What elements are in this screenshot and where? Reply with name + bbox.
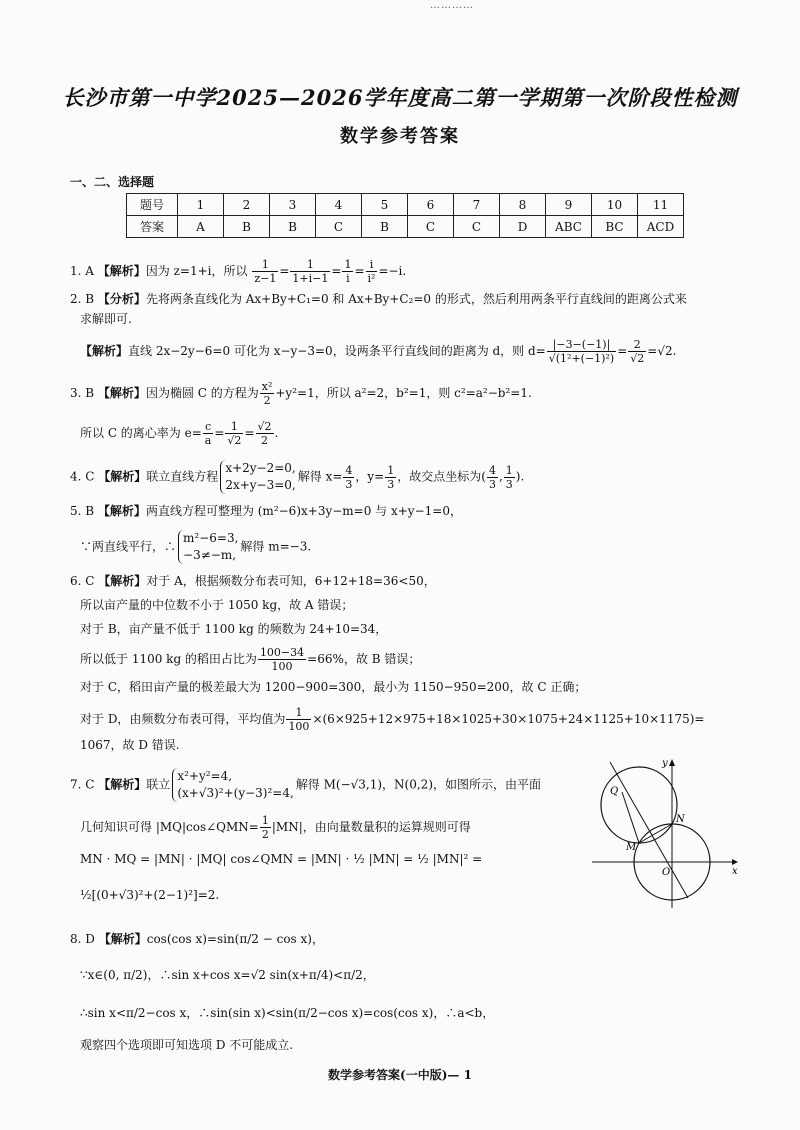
table-cell: BC bbox=[592, 216, 638, 238]
q2-frac-2: $\frac{2}{√2}$ bbox=[630, 338, 645, 365]
q3-frac-3: $\frac{1}{√2}$ bbox=[227, 420, 242, 447]
q1-frac-4: $\frac{i}{\text{i²}}$ bbox=[367, 258, 376, 285]
q4-text-b: 解得 x= bbox=[297, 469, 343, 484]
q8-line-1 bbox=[70, 930, 324, 948]
q4-text-a: 联立直线方程 bbox=[146, 469, 219, 484]
table-cell: C bbox=[408, 216, 454, 238]
q2-end: =√2. bbox=[647, 344, 677, 358]
q5-line-2 bbox=[80, 530, 311, 564]
label-y: y bbox=[662, 758, 668, 769]
q2-line-1 bbox=[70, 290, 687, 308]
row-label-answer: 答案 bbox=[127, 216, 178, 238]
line-q-n bbox=[610, 762, 688, 898]
table-cell: B bbox=[362, 216, 408, 238]
q4-frac-py: $\frac{1}{3}$ bbox=[505, 463, 513, 491]
table-cell: 3 bbox=[270, 194, 316, 216]
q7-circle-figure bbox=[592, 758, 742, 908]
q7-system: x²+y²=4, (x+√3)²+(y−3)²=4, bbox=[172, 768, 293, 802]
q3-frac-4: $\frac{√2}{2}$ bbox=[257, 420, 272, 447]
table-cell: A bbox=[178, 216, 224, 238]
q6-l4b: =66%，故 B 错误； bbox=[307, 652, 421, 666]
q2-tag-analysis: 【分析】 bbox=[97, 292, 146, 306]
q3-text-a: 因为椭圆 C 的方程为 bbox=[145, 386, 259, 400]
q6-l1: 对于 A，根据频数分布表可知，6+12+18=36<50， bbox=[146, 574, 436, 588]
q1-tag: 【解析】 bbox=[97, 264, 146, 278]
table-cell: 7 bbox=[454, 194, 500, 216]
table-cell: 1 bbox=[178, 194, 224, 216]
label-o: O bbox=[662, 867, 671, 878]
q3-tag: 【解析】 bbox=[97, 386, 146, 400]
q3-text-c: 所以 C 的离心率为 e= bbox=[80, 426, 202, 440]
q1-frac-1: $\frac{1}{z-1}$ bbox=[254, 258, 277, 285]
segment-m-q bbox=[622, 792, 639, 843]
q6-frac-2: $\frac{1}{100}$ bbox=[288, 706, 310, 733]
top-strip-text: ………… bbox=[430, 0, 474, 10]
q6-l6a: 对于 D，由频数分布表可得，平均值为 bbox=[80, 712, 286, 726]
label-n: N bbox=[676, 814, 685, 825]
q7-frac-1: $\frac{1}{2}$ bbox=[261, 814, 269, 841]
q7-l4: ½[(0+√3)²+(2−1)²]=2. bbox=[80, 888, 220, 902]
label-q: Q bbox=[610, 786, 619, 797]
q2-prefix: 2. B bbox=[70, 292, 95, 306]
q5-tag: 【解析】 bbox=[97, 504, 146, 518]
y-axis-arrow-icon bbox=[669, 759, 675, 766]
q3-prefix: 3. B bbox=[70, 386, 95, 400]
q6-tag: 【解析】 bbox=[98, 574, 147, 588]
q3-line-1 bbox=[70, 380, 532, 407]
q7-text-a: 联立 bbox=[146, 777, 171, 792]
q1-prefix: 1. A bbox=[70, 264, 94, 278]
q2-tag: 【解析】 bbox=[80, 344, 129, 358]
q6-line-6 bbox=[80, 706, 704, 733]
q8-tag: 【解析】 bbox=[98, 932, 147, 946]
q5-prefix: 5. B bbox=[70, 504, 95, 518]
q1-frac-3: $\frac{1}{i}$ bbox=[344, 258, 352, 285]
q6-l2: 所以亩产量的中位数不小于 1050 kg，故 A 错误； bbox=[80, 598, 354, 612]
q2-solution: 【解析】直线 2x−2y−6=0 可化为 x−y−3=0，设两条平行直线间的距离为 d，则 d= $\frac{|-3-(-1)|}{\text{√(1²+(−1)²)}}$ = $\frac{2}{√2}$ =√2. bbox=[80, 338, 677, 365]
q4-frac-y: $\frac{1}{3}$ bbox=[387, 463, 395, 491]
q5-text-c: 解得 m=−3. bbox=[240, 539, 312, 554]
q4-text-c: ，y= bbox=[355, 469, 385, 484]
q4-system: x+2y−2=0, 2x+y−3=0, bbox=[220, 460, 295, 494]
table-cell: 9 bbox=[546, 194, 592, 216]
q6-l5: 对于 C，稻田亩产量的极差最大为 1200−900=300，最小为 1150−950=200，故 C 正确； bbox=[80, 680, 587, 694]
table-cell: C bbox=[454, 216, 500, 238]
q4-line: 4. C 【解析】联立直线方程 x+2y−2=0, 2x+y−3=0, 解得 x= $\frac{4}{3}$ ，y= $\frac{1}{3}$ ，故交点坐标为( $\frac{4}{3}$ , $\frac{1}{3}$ ). bbox=[70, 461, 525, 492]
q7-l3: MN · MQ = |MN| · |MQ| cos∠QMN = |MN| · ½ |MN| = ½ |MN|² = bbox=[80, 852, 483, 866]
table-cell: C bbox=[316, 216, 362, 238]
q7-line-2 bbox=[80, 814, 471, 841]
q8-l2: ∵x∈(0, π/2)，∴sin x+cos x=√2 sin(x+π/4)<π/2， bbox=[80, 968, 375, 982]
q4-text-d: ，故交点坐标为 bbox=[397, 469, 482, 484]
page-subtitle: 数学参考答案 bbox=[340, 126, 460, 147]
q3-line-2: 所以 C 的离心率为 e= $\frac{c}{a}$ = $\frac{1}{√2}$ = $\frac{√2}{2}$ . bbox=[80, 420, 279, 447]
q2-text: 直线 2x−2y−6=0 可化为 x−y−3=0，设两条平行直线间的距离为 d，则 d= bbox=[128, 344, 546, 358]
q7-text-b: 解得 M(−√3,1)，N(0,2)，如图所示，由平面 bbox=[295, 777, 541, 792]
q4-frac-px: $\frac{4}{3}$ bbox=[488, 463, 496, 491]
q3-frac-1: $\frac{\text{x²}}{2}$ bbox=[261, 380, 273, 407]
q2-analysis-2: 求解即可. bbox=[80, 312, 132, 326]
q4-frac-x: $\frac{4}{3}$ bbox=[345, 463, 353, 491]
segment-m-n bbox=[639, 824, 672, 843]
x-axis-arrow-icon bbox=[732, 859, 738, 865]
q7-prefix: 7. C bbox=[70, 777, 95, 792]
q6-prefix: 6. C bbox=[70, 574, 95, 588]
page-title: 长沙市第一中学2025—2026学年度高二第一学期第一次阶段性检测 bbox=[62, 85, 738, 110]
q5-text-b: ∵两直线平行，∴ bbox=[80, 539, 177, 554]
q5-line-1 bbox=[70, 502, 462, 520]
table-cell: D bbox=[500, 216, 546, 238]
table-cell: 2 bbox=[224, 194, 270, 216]
q1-end: =−i. bbox=[378, 264, 407, 278]
circle-shifted bbox=[601, 767, 677, 843]
q3-frac-2: $\frac{c}{a}$ bbox=[204, 420, 212, 447]
q3-text-b: +y²=1，所以 a²=2，b²=1，则 c²=a²−b²=1. bbox=[275, 386, 532, 400]
q6-l6b: ×(6×925+12×975+18×1025+30×1075+24×1125+10×1175)= bbox=[312, 712, 705, 726]
section-heading: 一、二、选择题 bbox=[70, 175, 155, 189]
q6-l4a: 所以低于 1100 kg 的稻田占比为 bbox=[80, 652, 257, 666]
q6-l3: 对于 B，亩产量不低于 1100 kg 的频数为 24+10=34， bbox=[80, 622, 388, 636]
table-cell: ABC bbox=[546, 216, 592, 238]
q5-text-a: 两直线方程可整理为 (m²−6)x+3y−m=0 与 x+y−1=0， bbox=[145, 504, 462, 518]
table-cell: 8 bbox=[500, 194, 546, 216]
q8-l3: ∴sin x<π/2−cos x，∴sin(sin x)<sin(π/2−cos x)=cos(cos x)，∴a<b， bbox=[80, 1006, 495, 1020]
table-cell: 11 bbox=[638, 194, 684, 216]
table-cell: 5 bbox=[362, 194, 408, 216]
row-label-number: 题号 bbox=[127, 194, 178, 216]
table-cell: B bbox=[224, 216, 270, 238]
answer-table bbox=[126, 193, 684, 238]
q1-text: 因为 z=1+i，所以 bbox=[145, 264, 248, 278]
q2-frac-1: $\frac{|-3-(-1)|}{\text{√(1²+(−1)²)}}$ bbox=[548, 338, 615, 365]
q6-frac-1: $\frac{100-34}{100}$ bbox=[259, 646, 305, 673]
table-cell: 10 bbox=[592, 194, 638, 216]
table-cell: ACD bbox=[638, 216, 684, 238]
label-m: M bbox=[626, 842, 637, 853]
q1-line: 1. A 【解析】因为 z=1+i，所以 $\frac{1}{z-1}$ = $\frac{1}{1+i-1}$ = $\frac{1}{i}$ = $\frac{i}{\text{i²}}$ =−i. bbox=[70, 258, 407, 285]
table-cell: 6 bbox=[408, 194, 454, 216]
answer-table-row-numbers bbox=[127, 194, 684, 216]
q8-l4: 观察四个选项即可知选项 D 不可能成立. bbox=[80, 1038, 294, 1052]
q5-system: m²−6=3, −3≠−m, bbox=[178, 530, 238, 564]
q8-l1: cos(cos x)=sin(π/2 − cos x)， bbox=[146, 932, 324, 946]
label-x: x bbox=[732, 866, 738, 877]
answer-table-row-answers bbox=[127, 216, 684, 238]
table-cell: 4 bbox=[316, 194, 362, 216]
q4-tag: 【解析】 bbox=[98, 469, 147, 484]
page-footer: 数学参考答案(一中版)— 1 bbox=[328, 1068, 472, 1082]
q4-prefix: 4. C bbox=[70, 469, 95, 484]
q7-l2a: 几何知识可得 |MQ|cos∠QMN= bbox=[80, 820, 259, 834]
q2-analysis-1: 先将两条直线化为 Ax+By+C₁=0 和 Ax+By+C₂=0 的形式，然后利用两条平行直线间的距离公式来 bbox=[145, 292, 687, 306]
table-cell: B bbox=[270, 216, 316, 238]
q7-line-1 bbox=[70, 768, 541, 802]
q1-frac-2: $\frac{1}{1+i-1}$ bbox=[292, 258, 329, 285]
q6-line-1 bbox=[70, 572, 436, 590]
q7-l2b: |MN|，由向量数量积的运算规则可得 bbox=[271, 820, 471, 834]
q6-l7: 1067，故 D 错误. bbox=[80, 738, 180, 752]
q7-tag: 【解析】 bbox=[98, 777, 147, 792]
q8-prefix: 8. D bbox=[70, 932, 95, 946]
q6-line-4 bbox=[80, 646, 420, 673]
